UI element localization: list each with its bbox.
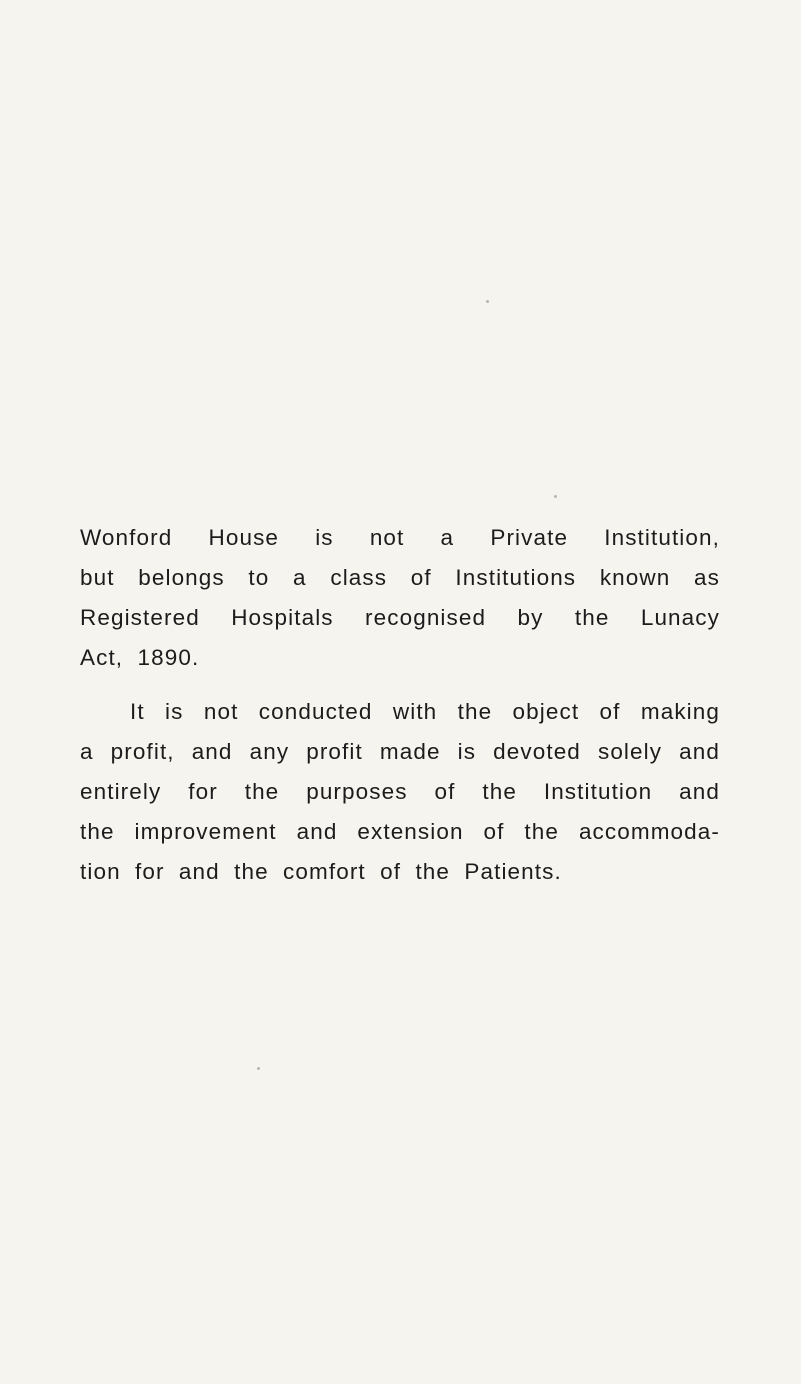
text-line: It is not conducted with the object of making	[130, 699, 720, 724]
text-line: Act, 1890.	[80, 645, 200, 670]
text-line: but belongs to a class of Institutions known as	[80, 565, 720, 590]
text-line: a profit, and any profit made is devoted solely and	[80, 739, 720, 764]
paper-speck	[486, 300, 489, 303]
paper-speck	[554, 495, 557, 498]
text-line: Wonford House is not a Private Institution,	[80, 525, 720, 550]
paragraph-1	[80, 518, 720, 678]
text-line: entirely for the purposes of the Institution and	[80, 779, 720, 804]
body-text	[80, 518, 720, 892]
text-line: tion for and the comfort of the Patients.	[80, 859, 562, 884]
text-line: the improvement and extension of the accommoda-	[80, 819, 720, 844]
paragraph-2	[80, 692, 720, 892]
paper-speck	[257, 1067, 260, 1070]
text-line: Registered Hospitals recognised by the Lunacy	[80, 605, 720, 630]
